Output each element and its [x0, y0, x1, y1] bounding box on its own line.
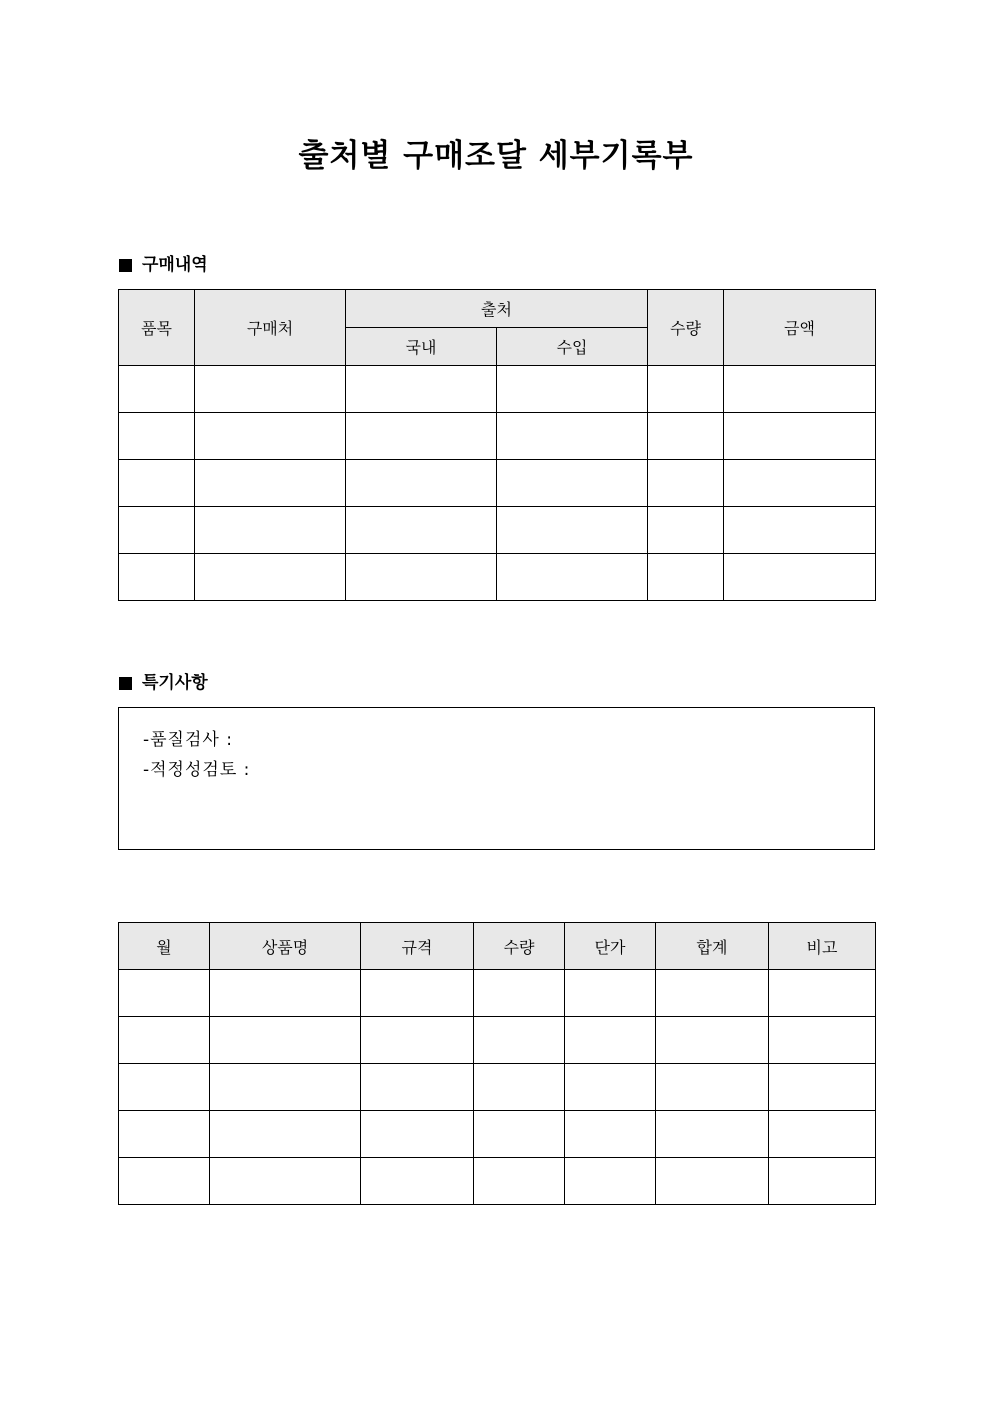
- table-row: [119, 1158, 876, 1205]
- table-cell[interactable]: [474, 1158, 565, 1205]
- table-row: [119, 460, 876, 507]
- table-cell[interactable]: [497, 460, 648, 507]
- table-cell[interactable]: [361, 1017, 474, 1064]
- table-cell[interactable]: [648, 460, 724, 507]
- table-cell[interactable]: [565, 970, 656, 1017]
- monthly-product-table: [118, 922, 876, 1205]
- table-cell[interactable]: [656, 1064, 769, 1111]
- special-notes-heading-label: 특기사항: [142, 673, 208, 693]
- header-product-name: 상품명: [210, 923, 361, 970]
- adequacy-review-note: -적정성검토 :: [143, 760, 251, 780]
- quality-inspection-note: -품질검사 :: [143, 730, 233, 750]
- table-cell[interactable]: [210, 1064, 361, 1111]
- table-cell[interactable]: [346, 413, 497, 460]
- header-unit-price: 단가: [565, 923, 656, 970]
- table-cell[interactable]: [195, 366, 346, 413]
- header-month: 월: [119, 923, 210, 970]
- table-cell[interactable]: [656, 970, 769, 1017]
- header-domestic: 국내: [346, 328, 497, 366]
- table-cell[interactable]: [724, 460, 876, 507]
- table-cell[interactable]: [497, 554, 648, 601]
- purchase-history-heading: [119, 253, 208, 277]
- header-total: 합계: [656, 923, 769, 970]
- table-row: [119, 1111, 876, 1158]
- table-cell[interactable]: [648, 554, 724, 601]
- square-bullet-icon: [119, 259, 132, 272]
- table-cell[interactable]: [361, 1111, 474, 1158]
- table-cell[interactable]: [724, 366, 876, 413]
- table-cell[interactable]: [119, 1158, 210, 1205]
- table-cell[interactable]: [656, 1111, 769, 1158]
- table-cell[interactable]: [648, 413, 724, 460]
- table-cell[interactable]: [195, 413, 346, 460]
- table-cell[interactable]: [346, 554, 497, 601]
- header-amount: 금액: [724, 290, 876, 366]
- table-cell[interactable]: [769, 1017, 876, 1064]
- table-row: [119, 970, 876, 1017]
- table-cell[interactable]: [119, 460, 195, 507]
- table-cell[interactable]: [656, 1017, 769, 1064]
- table-cell[interactable]: [724, 554, 876, 601]
- table-cell[interactable]: [565, 1064, 656, 1111]
- table-cell[interactable]: [565, 1017, 656, 1064]
- header-specification: 규격: [361, 923, 474, 970]
- table-cell[interactable]: [474, 1017, 565, 1064]
- table-cell[interactable]: [648, 507, 724, 554]
- table-cell[interactable]: [119, 1017, 210, 1064]
- table-cell[interactable]: [474, 1064, 565, 1111]
- table-cell[interactable]: [769, 1064, 876, 1111]
- table-cell[interactable]: [497, 366, 648, 413]
- table-cell[interactable]: [474, 970, 565, 1017]
- table-cell[interactable]: [210, 970, 361, 1017]
- table-cell[interactable]: [119, 366, 195, 413]
- header-vendor: 구매처: [195, 290, 346, 366]
- table-cell[interactable]: [346, 460, 497, 507]
- table-cell[interactable]: [769, 1158, 876, 1205]
- table-cell[interactable]: [119, 1064, 210, 1111]
- purchase-history-rows: [119, 366, 876, 601]
- purchase-history-heading-label: 구매내역: [142, 255, 208, 275]
- special-notes-box[interactable]: [118, 707, 875, 850]
- table-cell[interactable]: [474, 1111, 565, 1158]
- table-cell[interactable]: [648, 366, 724, 413]
- table-cell[interactable]: [497, 507, 648, 554]
- monthly-product-rows: [119, 970, 876, 1205]
- table-row: [119, 366, 876, 413]
- header-import: 수입: [497, 328, 648, 366]
- header-quantity: 수량: [648, 290, 724, 366]
- document-title: 출처별 구매조달 세부기록부: [298, 138, 694, 174]
- table-cell[interactable]: [724, 507, 876, 554]
- table-row: [119, 554, 876, 601]
- header-quantity: 수량: [474, 923, 565, 970]
- table-row: [119, 413, 876, 460]
- table-cell[interactable]: [346, 366, 497, 413]
- table-cell[interactable]: [119, 1111, 210, 1158]
- header-origin: 출처: [346, 290, 648, 328]
- table-cell[interactable]: [724, 413, 876, 460]
- table-cell[interactable]: [210, 1017, 361, 1064]
- table-row: [119, 1017, 876, 1064]
- table-cell[interactable]: [195, 554, 346, 601]
- table-row: [119, 507, 876, 554]
- table-cell[interactable]: [769, 970, 876, 1017]
- table-cell[interactable]: [361, 1158, 474, 1205]
- table-cell[interactable]: [361, 970, 474, 1017]
- table-cell[interactable]: [565, 1111, 656, 1158]
- table-row: [119, 1064, 876, 1111]
- table-cell[interactable]: [361, 1064, 474, 1111]
- header-item: 품목: [119, 290, 195, 366]
- table-cell[interactable]: [497, 413, 648, 460]
- table-cell[interactable]: [210, 1158, 361, 1205]
- table-cell[interactable]: [119, 554, 195, 601]
- purchase-history-table: [118, 289, 876, 601]
- square-bullet-icon: [119, 677, 132, 690]
- header-remarks: 비고: [769, 923, 876, 970]
- table-cell[interactable]: [769, 1111, 876, 1158]
- table-cell[interactable]: [119, 970, 210, 1017]
- table-cell[interactable]: [195, 460, 346, 507]
- table-cell[interactable]: [195, 507, 346, 554]
- table-cell[interactable]: [656, 1158, 769, 1205]
- table-cell[interactable]: [210, 1111, 361, 1158]
- table-cell[interactable]: [119, 507, 195, 554]
- special-notes-heading: [119, 671, 208, 695]
- table-cell[interactable]: [565, 1158, 656, 1205]
- table-cell[interactable]: [119, 413, 195, 460]
- table-cell[interactable]: [346, 507, 497, 554]
